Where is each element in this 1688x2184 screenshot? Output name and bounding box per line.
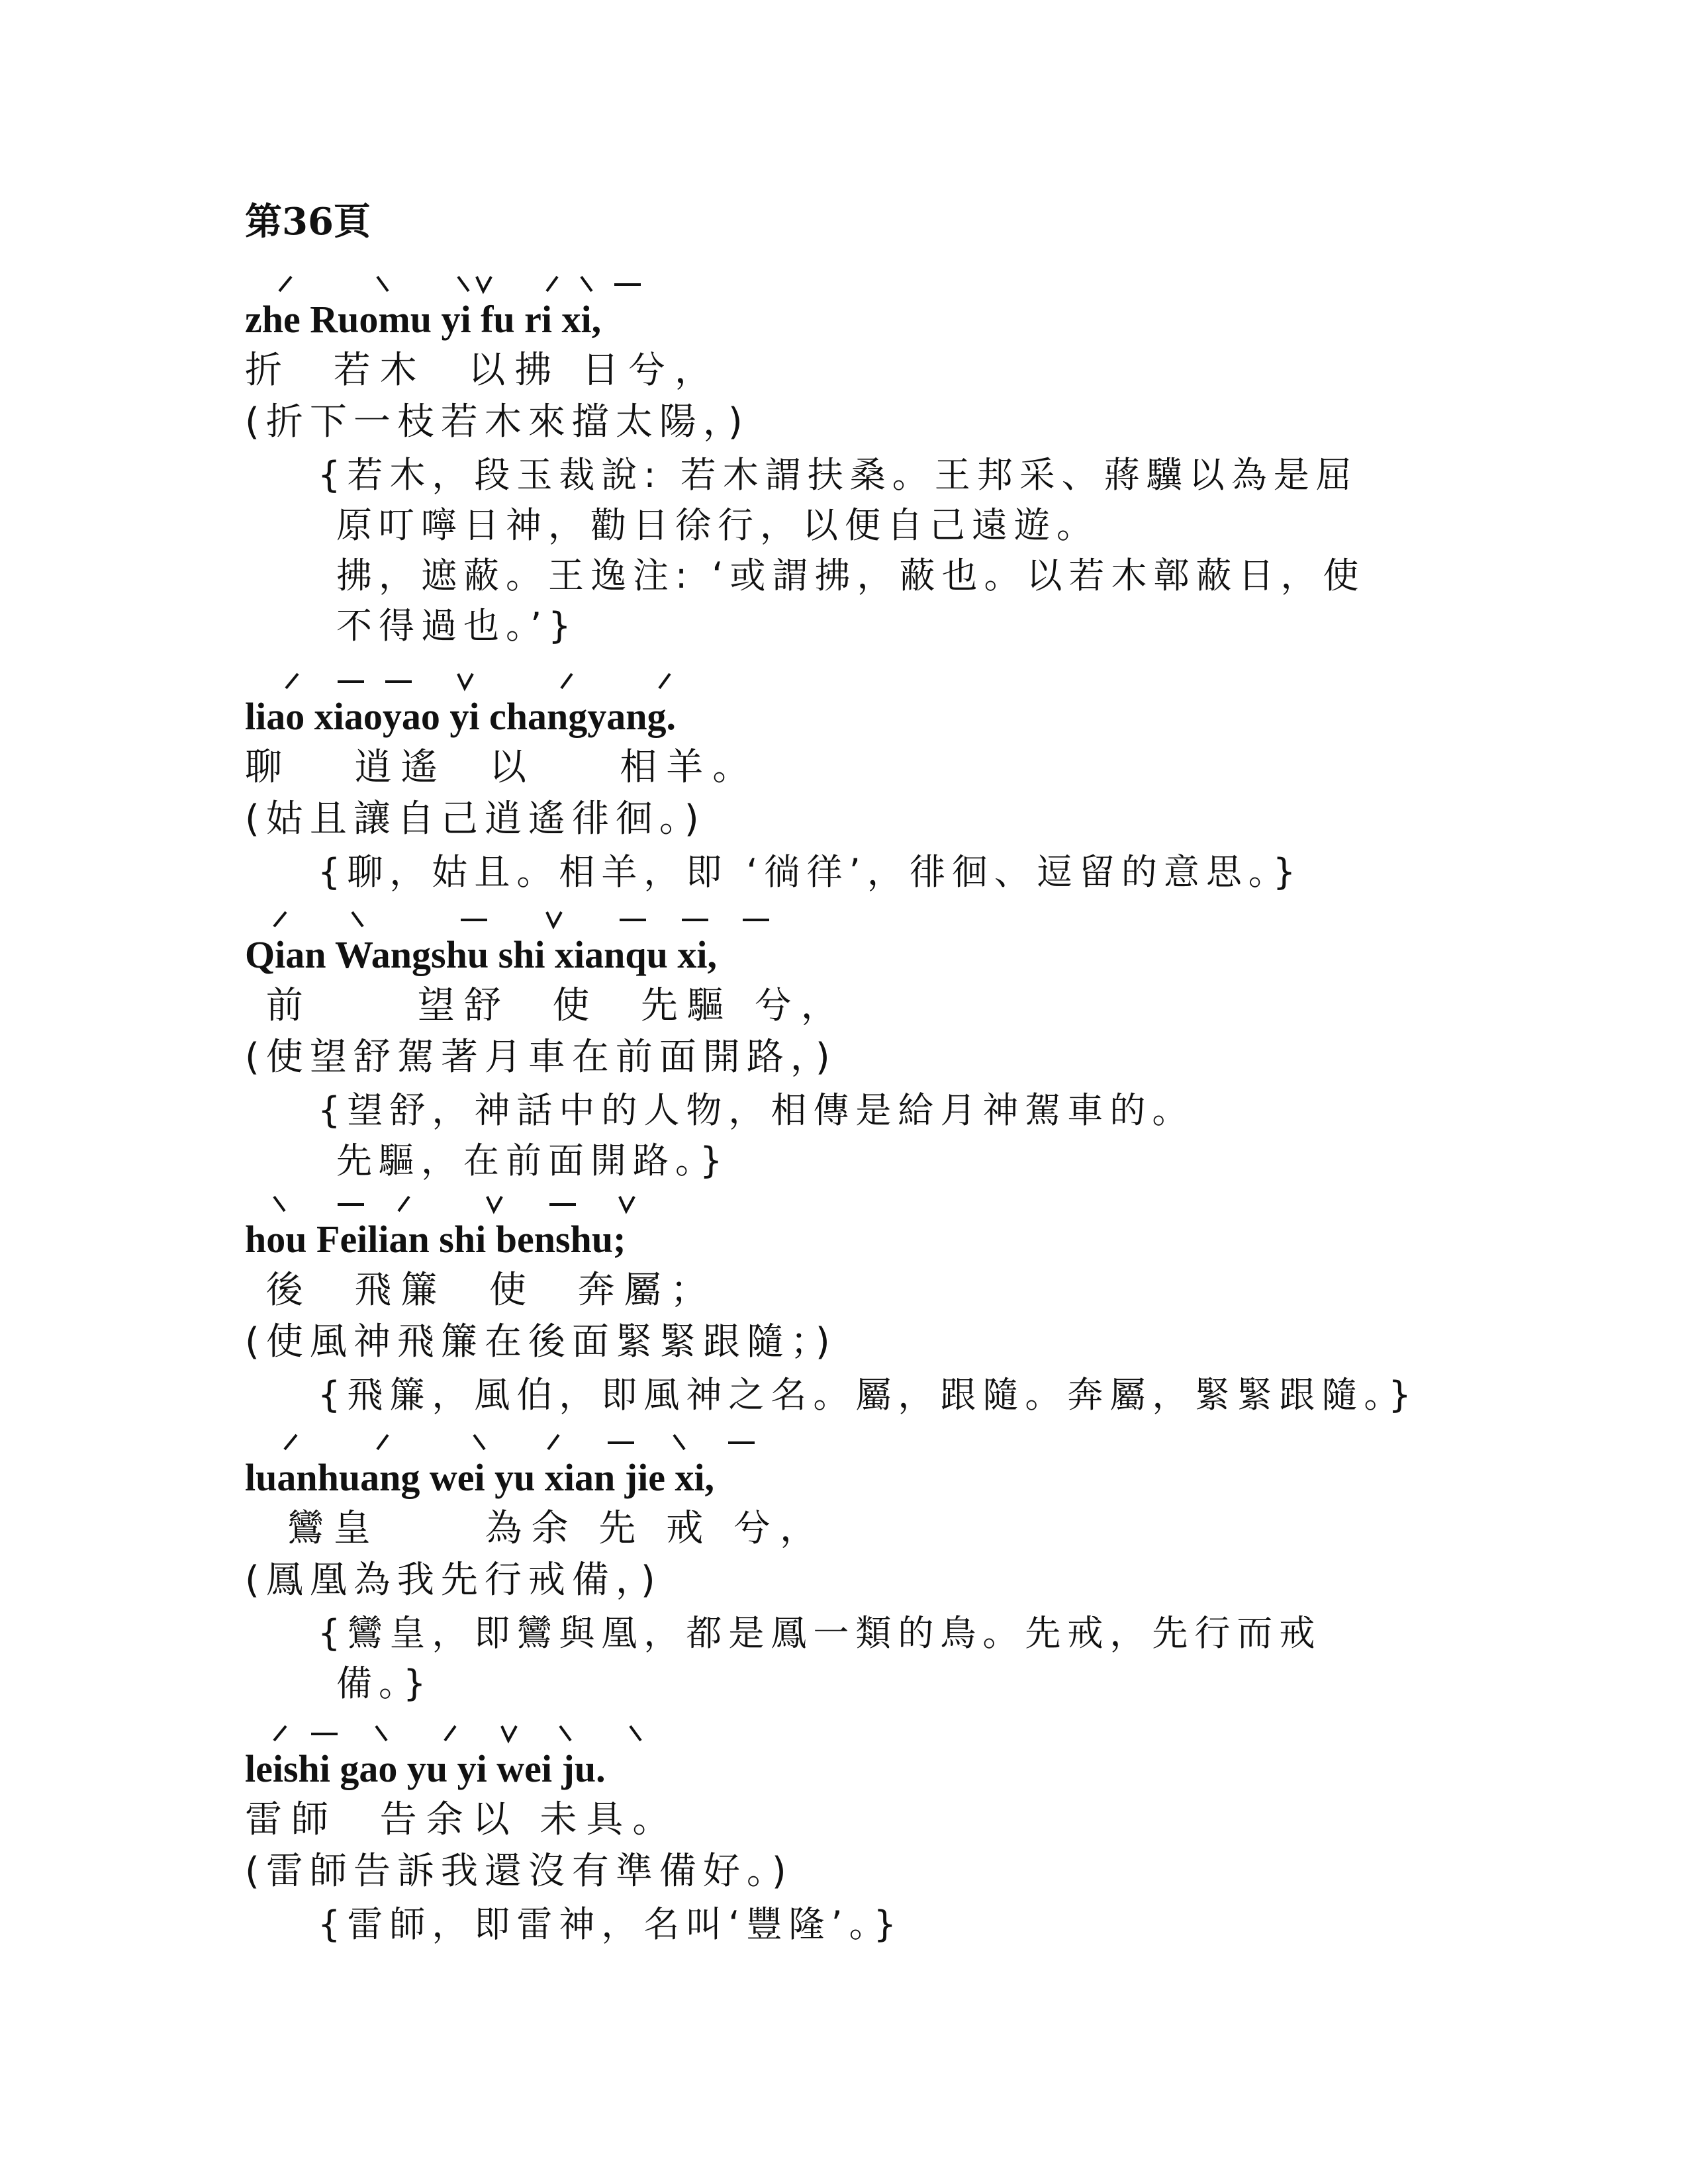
chinese-line: 聊 逍遙 以 相羊。 xyxy=(245,746,759,789)
annotation-block xyxy=(318,1608,1509,1709)
translation-line: (折下一枝若木來擋太陽，) xyxy=(245,400,749,443)
chinese-line: 鸞皇 為余 先 戒 兮， xyxy=(245,1507,827,1550)
tone-marks xyxy=(245,907,1503,933)
tone-mark-falling xyxy=(630,1726,641,1741)
tone-mark-falling xyxy=(377,277,388,291)
tone-mark-dipping xyxy=(620,1197,634,1211)
note-line: 備。} xyxy=(336,1662,433,1704)
note-line: {若木，段玉裁說: 若木謂扶桑。王邦采、蔣驥以為是屈 xyxy=(318,454,1358,496)
tone-mark-dipping xyxy=(477,277,491,291)
note-line: {鸞皇，即鸞與凰，都是鳳一類的鳥。先戒，先行而戒 xyxy=(318,1612,1322,1654)
tone-marks xyxy=(245,1430,1503,1456)
pinyin-line: zhe Ruomu yi fu ri xi, xyxy=(245,298,602,341)
tone-mark-dipping xyxy=(487,1197,502,1211)
note-line: {雷師，即雷神，名叫‘豐隆’。} xyxy=(318,1903,904,1945)
tone-mark-falling xyxy=(581,277,592,291)
tone-mark-rising xyxy=(548,1435,559,1449)
tone-mark-falling xyxy=(474,1435,485,1449)
annotation-block xyxy=(318,1370,1509,1420)
note-line: 先驅，在前面開路。} xyxy=(336,1140,729,1181)
annotation-block xyxy=(318,847,1509,897)
translation-line: (雷師告訴我還沒有準備好。) xyxy=(245,1850,793,1893)
note-line: {聊，姑且。相羊，即 ‘徜徉’，徘徊、逗留的意思。} xyxy=(318,851,1303,893)
pinyin-line: liao xiaoyao yi changyang. xyxy=(245,695,676,738)
tone-mark-dipping xyxy=(547,912,561,927)
tone-mark-falling xyxy=(560,1726,571,1741)
annotation-block xyxy=(318,1085,1509,1186)
tone-mark-falling xyxy=(376,1726,387,1741)
tone-mark-dipping xyxy=(458,674,473,688)
translation-line: (使風神飛簾在後面緊緊跟隨；) xyxy=(245,1320,837,1363)
tone-mark-rising xyxy=(445,1726,455,1741)
chinese-line: 前 望舒 使 先驅 兮， xyxy=(245,984,847,1027)
tone-mark-rising xyxy=(659,674,670,688)
tone-mark-rising xyxy=(547,277,557,291)
tone-mark-falling xyxy=(458,277,469,291)
translation-line: (使望舒駕著月車在前面開路，) xyxy=(245,1036,837,1079)
tone-mark-rising xyxy=(561,674,572,688)
tone-marks xyxy=(245,668,1503,695)
tone-mark-rising xyxy=(274,912,286,927)
chinese-line: 折 若木 以拂 日兮， xyxy=(245,349,722,392)
tone-mark-falling xyxy=(274,1197,285,1211)
tone-mark-falling xyxy=(674,1435,684,1449)
note-line: 拂，遮蔽。王逸注: ‘或謂拂，蔽也。以若木鄣蔽日，使 xyxy=(336,555,1366,596)
pinyin-line: leishi gao yu yi wei ju. xyxy=(245,1747,606,1790)
translation-line: (姑且讓自己逍遙徘徊。) xyxy=(245,797,706,841)
tone-marks xyxy=(245,1191,1503,1218)
tone-mark-falling xyxy=(352,912,363,927)
tone-mark-dipping xyxy=(502,1726,516,1741)
note-line: {飛簾，風伯，即風神之名。屬，跟隨。奔屬，緊緊跟隨。} xyxy=(318,1374,1418,1416)
tone-mark-rising xyxy=(285,1435,297,1449)
chinese-line: 雷師 告余以 未具。 xyxy=(245,1798,679,1841)
tone-marks xyxy=(245,271,1503,298)
pinyin-line: hou Feilian shi benshu; xyxy=(245,1218,626,1261)
tone-mark-rising xyxy=(377,1435,388,1449)
annotation-block xyxy=(318,1899,1509,1950)
note-line: 不得過也。’} xyxy=(336,605,578,647)
translation-line: (鳳凰為我先行戒備，) xyxy=(245,1559,662,1602)
pinyin-line: Qian Wangshu shi xianqu xi, xyxy=(245,933,718,976)
tone-mark-rising xyxy=(399,1197,409,1211)
chinese-line: 後 飛簾 使 奔屬； xyxy=(245,1269,717,1312)
note-line: 原叮嚀日神，勸日徐行，以便自己遠遊。 xyxy=(336,504,1099,546)
tone-mark-rising xyxy=(279,277,291,291)
annotation-block xyxy=(318,450,1509,651)
page-number: 第36頁 xyxy=(245,200,371,244)
tone-mark-rising xyxy=(286,674,298,688)
tone-mark-rising xyxy=(274,1726,286,1741)
note-line: {望舒，神話中的人物，相傳是給月神駕車的。 xyxy=(318,1089,1195,1131)
pinyin-line: luanhuang wei yu xian jie xi, xyxy=(245,1456,715,1499)
tone-marks xyxy=(245,1721,1503,1747)
